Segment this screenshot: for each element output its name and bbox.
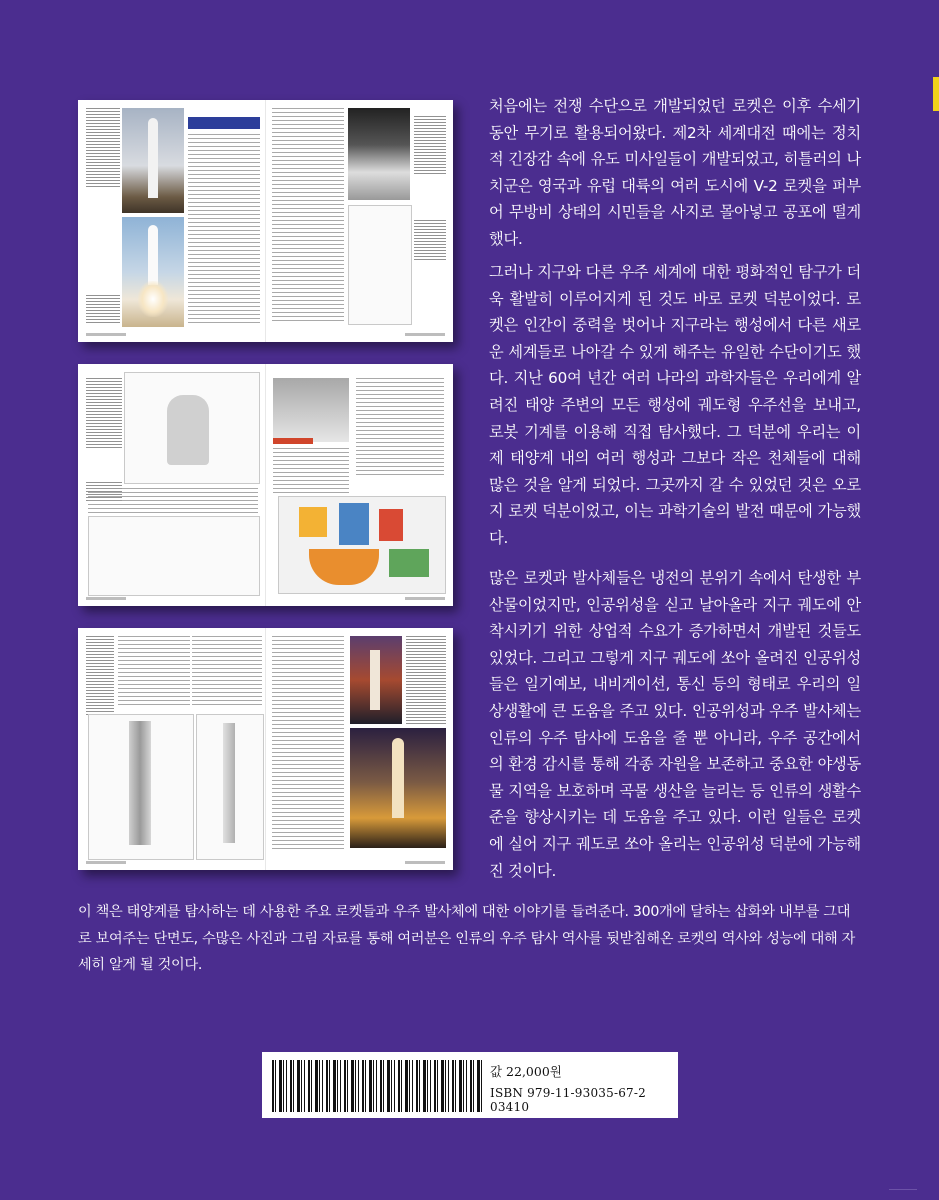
price-label: 값 22,000원	[490, 1064, 562, 1079]
rocket-cutaway-right	[196, 714, 264, 860]
capsule-cutaway-diagram	[124, 372, 260, 484]
intro-paragraph-3: 많은 로켓과 발사체들은 냉전의 분위기 속에서 탄생한 부산물이었지만, 인공위성을 싣고 날아올라 지구 궤도에 안착시키기 위한 상업적 수요가 증가하면서 개발된 것들도 있었다. 그리고 그렇게 지구 궤도에 쏘아 올려진 인공위성들은 일기예보, 내비게이션, 통신 등의 형태로 우리의 일상생활에 큰 도움을 주고 있다. 인공위성과 우주 발사체는 인류의 우주 탐사에 도움을 줄 뿐 아니라, 우주 공간에서의 환경 감시를 통해 각종 자원을 보존하고 중요한 야생동물 지역을 보호하며 곡물 생산을 늘리는 등 인류의 생활수준을 향상시키는 데 도움을 주고 있다. 이런 일들은 로켓에 실어 지구 궤도로 쏘아 올리는 인공위성 덕분에 가능해진 것이다.	[489, 569, 861, 880]
rocket-photo	[122, 108, 184, 213]
corner-mark	[889, 1181, 917, 1190]
intro-paragraph-2: 그러나 지구와 다른 우주 세계에 대한 평화적인 탐구가 더욱 활발히 이루어지게 된 것도 바로 로켓 덕분이었다. 로켓은 인간이 중력을 벗어나 지구라는 행성에서 다른 새로운 세계들로 나아갈 수 있게 해주는 유일한 수단이기도 했다. 지난 60여 년간 여러 나라의 과학자들은 우리에게 알려진 태양 주변의 모든 행성에 궤도형 우주선을 보내고, 로봇 기계를 이용해 직접 탐사했다. 그 덕분에 우리는 이제 태양계 내의 여러 행성과 그보다 작은 천체들에 대해 많은 것을 알게 되었다. 그곳까지 갈 수 있었던 것은 오로지 로켓 덕분이었고, 이는 과학기술의 발전 때문에 가능했다.	[489, 263, 861, 547]
rocket-section-photo	[273, 378, 349, 442]
rocket-cutaway-left	[88, 714, 194, 860]
isbn-barcode-box	[262, 1052, 678, 1118]
engine-diagram	[348, 205, 412, 325]
page-preview-spread-2	[78, 364, 453, 606]
book-summary-paragraph: 이 책은 태양계를 탐사하는 데 사용한 주요 로켓들과 우주 발사체에 대한 이야기를 들려준다. 300개에 달하는 삽화와 내부를 그대로 보여주는 단면도, 수많은 사진과 그림 자료를 통해 여러분은 인류의 우주 탐사 역사를 뒷받침해온 로켓의 역사와 성능에 대해 자세히 알게 될 것이다.	[78, 904, 856, 973]
isbn-label: ISBN 979-11-93035-67-2 03410	[490, 1086, 646, 1114]
rocket-engine-photo	[348, 108, 410, 200]
barcode-icon	[272, 1060, 484, 1112]
intro-paragraph-1: 처음에는 전쟁 수단으로 개발되었던 로켓은 이후 수세기 동안 무기로 활용되어왔다. 제2차 세계대전 때에는 정치적 긴장감 속에 유도 미사일들이 개발되었고, 히틀러의 나치군은 영국과 유럽 대륙의 여러 도시에 V-2 로켓을 퍼부어 무방비 상태의 시민들을 사지로 몰아넣고 공포에 떨게 했다.	[489, 97, 861, 248]
page-preview-spread-3	[78, 628, 453, 870]
nose-cone-diagram	[88, 516, 260, 596]
accent-tab	[933, 77, 939, 111]
rocket-night-launch-photo	[350, 728, 446, 848]
propulsion-schematic	[278, 496, 446, 594]
rocket-launch-photo	[122, 217, 184, 327]
page-preview-spread-1	[78, 100, 453, 342]
launch-pad-photo	[350, 636, 402, 724]
